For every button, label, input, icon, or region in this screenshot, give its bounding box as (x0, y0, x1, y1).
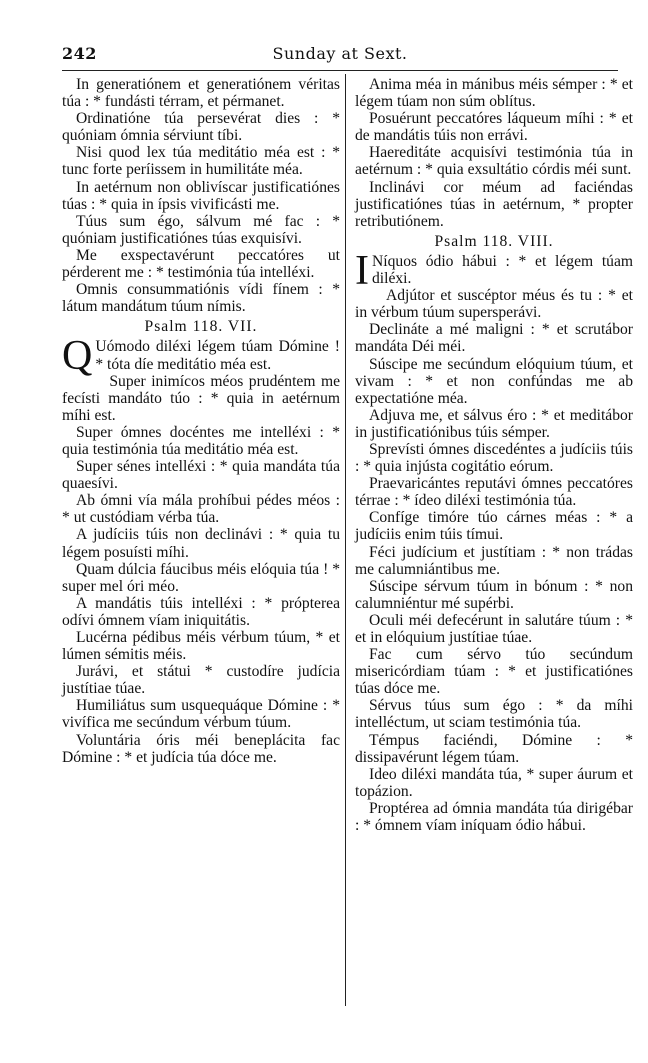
verse: Humiliátus sum usquequáque Dómine : * vivífica me secúndum vérbum túum. (62, 697, 340, 732)
verse: In generatiónem et generatiónem véritas túa : * fundásti térram, et pérmanet. (62, 76, 340, 111)
verse: In aetérnum non oblivíscar justificatiónes túas : * quia in ípsis vivificásti me. (62, 178, 340, 213)
verse: Super ómnes docéntes me intelléxi : * quia testimónia túa meditátio méa est. (62, 423, 340, 458)
drop-cap: Q (62, 333, 93, 380)
column-divider (345, 74, 346, 1006)
initial-verse (355, 247, 633, 294)
psalm-verses-b (62, 373, 340, 766)
psalm-verses-a (355, 76, 633, 230)
page-header (62, 44, 618, 68)
initial-verse (62, 333, 340, 380)
verse: Super sénes intelléxi : * quia mandáta túa quaesívi. (62, 458, 340, 493)
verse: Adjútor et suscéptor méus és tu : * et in vérbum túum supersperávi. (355, 287, 633, 322)
psalm-verses-b (355, 287, 633, 834)
psalm-heading: Psalm 118. VIII. (434, 232, 554, 250)
verse: Proptérea ad ómnia mandáta túa dirigébar : * ómnem víam iníquam ódio hábui. (355, 799, 633, 835)
verse: Sérvus túus sum égo : * da míhi intelléctum, ut sciam testimónia túa. (355, 697, 633, 732)
verse: Témpus faciéndi, Dómine : * dissipavérunt légem túam. (355, 731, 633, 766)
verse: Féci judícium et justítiam : * non trádas me calumniántibus me. (355, 543, 633, 578)
verse: A judíciis túis non declinávi : * quia tu légem posuísti míhi. (62, 526, 340, 561)
drop-cap: I (355, 247, 369, 294)
verse: Oculi méi defecérunt in salutáre túum : * et in elóquium justítiae túae. (355, 611, 633, 646)
initial-verse-text: Níquos ódio hábui : * et légem túam diléxi. (372, 252, 633, 288)
left-column (62, 76, 340, 766)
verse: Súscipe sérvum túum in bónum : * non calumniéntur mé supérbi. (355, 577, 633, 612)
verse: Ideo diléxi mandáta túa, * super áurum et topázion. (355, 765, 633, 800)
verse: Lucérna pédibus méis vérbum túum, * et lúmen sémitis méis. (62, 629, 340, 664)
verse: Súscipe me secúndum elóquium túum, et vivam : * et non confúndas me ab expectatióne méa. (355, 355, 633, 407)
verse: Super inimícos méos prudéntem me fecísti mandáto túo : * quia in aetérnum míhi est. (62, 372, 340, 424)
psalm-heading: Psalm 118. VII. (144, 318, 258, 336)
verse: Posuérunt peccatóres láqueum míhi : * et de mandátis túis non errávi. (355, 110, 633, 145)
verse: Fac cum sérvo túo secúndum misericórdiam túam : * et justificatiónes túas dóce me. (355, 646, 633, 698)
verse: Voluntária óris méi beneplácita fac Dómine : * et judícia túa dóce me. (62, 731, 340, 766)
verse: Jurávi, et státui * custodíre judícia justítiae túae. (62, 663, 340, 698)
verse: Adjuva me, et sálvus éro : * et meditábor in justificatiónibus túis sémper. (355, 406, 633, 441)
psalm-verses-a (62, 76, 340, 315)
verse: Ordinatióne túa persevérat dies : * quóniam ómnia sérviunt tíbi. (62, 110, 340, 145)
verse: Túus sum égo, sálvum mé fac : * quóniam justificatiónes túas exquisívi. (62, 212, 340, 247)
right-column (355, 76, 633, 834)
verse: A mandátis túis intelléxi : * própterea odívi ómnem víam iniquitátis. (62, 594, 340, 629)
verse: Declináte a mé maligni : * et scrutábor mandáta Déi méi. (355, 321, 633, 356)
header-rule (62, 70, 618, 71)
verse: Inclinávi cor méum ad faciéndas justificatiónes túas in aetérnum, * propter retributiónem. (355, 178, 633, 230)
verse: Haereditáte acquisívi testimónia túa in aetérnum : * quia exsultátio córdis méi sunt. (355, 144, 633, 179)
verse: Anima méa in mánibus méis sémper : * et légem túam non súm oblítus. (355, 76, 633, 111)
verse: Ab ómni vía mála prohíbui pédes méos : * ut custódiam vérba túa. (62, 492, 340, 527)
verse: Confíge timóre túo cárnes méas : * a judíciis enim túis tímui. (355, 509, 633, 544)
verse: Sprevísti ómnes discedéntes a judíciis túis : * quia injústa cogitátio eórum. (355, 440, 633, 476)
verse: Quam dúlcia fáucibus méis elóquia túa ! * super mel óri méo. (62, 560, 340, 595)
verse: Nisi quod lex túa meditátio méa est : * tunc forte períissem in humilitáte méa. (62, 144, 340, 179)
running-title: Sunday at Sext. (272, 44, 408, 63)
verse: Praevaricántes reputávi ómnes peccatóres térrae : * ídeo diléxi testimónia túa. (355, 475, 633, 510)
initial-verse-text: Uómodo diléxi légem túam Dómine ! * tóta díe meditátio méa est. (95, 338, 340, 373)
verse: Me exspectavérunt peccatóres ut pérderent me : * testimónia túa intelléxi. (62, 246, 340, 282)
page-number: 242 (62, 44, 97, 63)
verse: Omnis consummatiónis vídi fínem : * látum mandátum túum nímis. (62, 281, 340, 316)
